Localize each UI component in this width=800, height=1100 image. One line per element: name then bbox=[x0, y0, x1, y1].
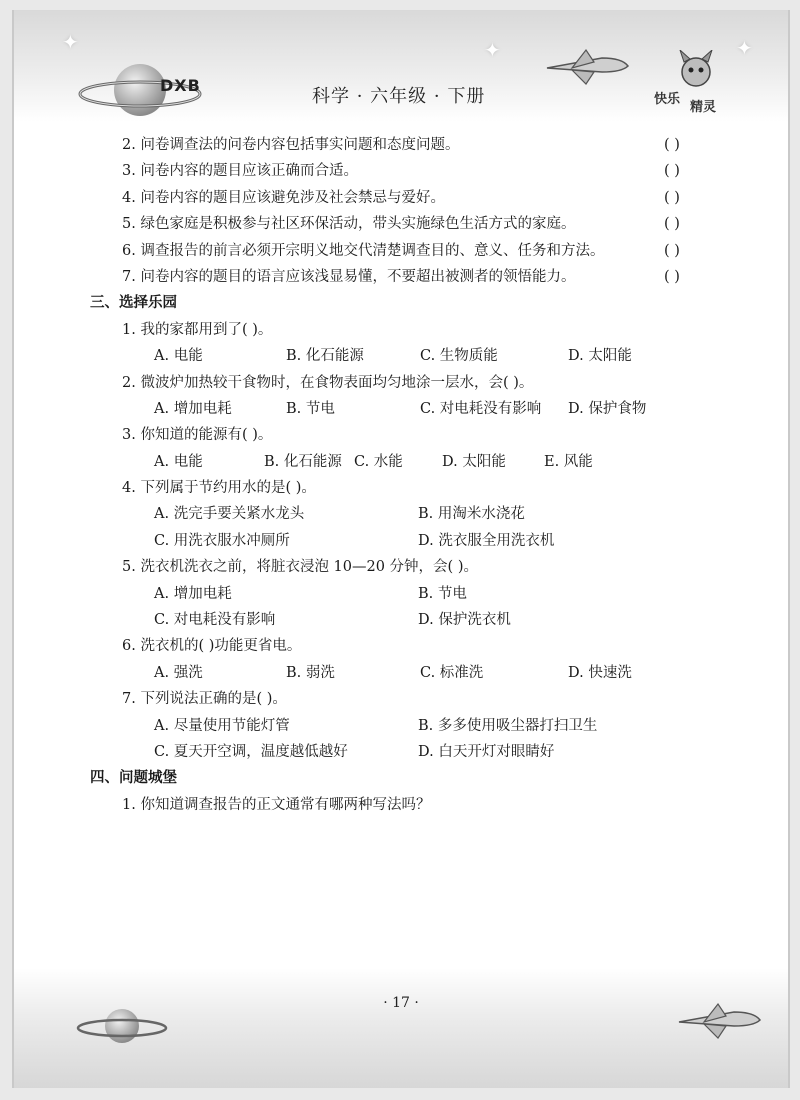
answer-option[interactable]: B. 节电 bbox=[418, 585, 467, 602]
answer-blank[interactable]: ( ) bbox=[664, 216, 680, 233]
option-row bbox=[14, 501, 788, 527]
answer-option[interactable]: A. 尽量使用节能灯管 bbox=[154, 717, 290, 734]
brand-mark: DXB bbox=[160, 76, 201, 95]
answer-option[interactable]: C. 对电耗没有影响 bbox=[420, 400, 542, 417]
option-row bbox=[14, 343, 788, 369]
answer-option[interactable]: C. 对电耗没有影响 bbox=[154, 612, 276, 629]
judge-item bbox=[14, 238, 788, 264]
judge-item-text: 5. 绿色家庭是积极参与社区环保活动，带头实施绿色生活方式的家庭。 bbox=[122, 216, 576, 233]
judge-item-text: 6. 调查报告的前言必须开宗明义地交代清楚调查目的、意义、任务和方法。 bbox=[122, 242, 605, 259]
option-row bbox=[14, 713, 788, 739]
answer-blank[interactable]: ( ) bbox=[664, 242, 680, 259]
option-row bbox=[14, 528, 788, 554]
answer-option[interactable]: E. 风能 bbox=[544, 453, 593, 470]
answer-option[interactable]: C. 夏天开空调，温度越低越好 bbox=[154, 743, 348, 760]
answer-blank[interactable]: ( ) bbox=[664, 163, 680, 180]
sparkle-icon: ✦ bbox=[62, 30, 79, 54]
answer-option[interactable]: A. 强洗 bbox=[154, 664, 203, 681]
open-question-list bbox=[14, 792, 788, 818]
section-4-title: 四、问题城堡 bbox=[90, 770, 177, 787]
judge-item bbox=[14, 211, 788, 237]
answer-option[interactable]: D. 太阳能 bbox=[442, 453, 506, 470]
answer-option[interactable]: B. 弱洗 bbox=[286, 664, 335, 681]
workbook-page bbox=[12, 10, 790, 1088]
answer-blank[interactable]: ( ) bbox=[664, 189, 680, 206]
judge-item bbox=[14, 132, 788, 158]
option-row bbox=[14, 581, 788, 607]
question-stem: 4. 下列属于节约用水的是( )。 bbox=[122, 480, 316, 497]
judge-item bbox=[14, 158, 788, 184]
answer-option[interactable]: A. 洗完手要关紧水龙头 bbox=[154, 506, 305, 523]
question-stem: 7. 下列说法正确的是( )。 bbox=[122, 691, 287, 708]
option-row bbox=[14, 607, 788, 633]
space-shuttle-icon bbox=[674, 1000, 764, 1040]
answer-option[interactable]: B. 用淘米水浇花 bbox=[418, 506, 525, 523]
judge-item-text: 2. 问卷调查法的问卷内容包括事实问题和态度问题。 bbox=[122, 137, 460, 153]
content bbox=[14, 132, 788, 818]
answer-option[interactable]: A. 增加电耗 bbox=[154, 585, 232, 602]
option-row bbox=[14, 449, 788, 475]
answer-option[interactable]: C. 标准洗 bbox=[420, 664, 484, 681]
answer-option[interactable]: B. 化石能源 bbox=[264, 453, 342, 470]
answer-blank[interactable]: ( ) bbox=[664, 268, 680, 285]
logo-text-jingling: 精灵 bbox=[690, 100, 717, 115]
answer-option[interactable]: D. 白天开灯对眼睛好 bbox=[418, 743, 555, 760]
mascot-icon bbox=[666, 50, 726, 90]
sparkle-icon: ✦ bbox=[736, 36, 753, 60]
judge-item-text: 7. 问卷内容的题目的语言应该浅显易懂，不要超出被测者的领悟能力。 bbox=[122, 268, 576, 285]
answer-option[interactable]: A. 电能 bbox=[154, 348, 203, 365]
question-stem: 5. 洗衣机洗衣之前，将脏衣浸泡 10—20 分钟，会( )。 bbox=[122, 559, 478, 576]
answer-option[interactable]: B. 化石能源 bbox=[286, 348, 364, 365]
answer-option[interactable]: C. 用洗衣服水冲厕所 bbox=[154, 532, 290, 549]
page-number: · 17 · bbox=[383, 995, 419, 1011]
answer-option[interactable]: D. 保护食物 bbox=[568, 400, 647, 417]
question-stem: 6. 洗衣机的( )功能更省电。 bbox=[122, 638, 302, 655]
choice-question-list bbox=[14, 317, 788, 766]
open-question: 1. 你知道调查报告的正文通常有哪两种写法吗？ bbox=[122, 796, 431, 813]
answer-option[interactable]: B. 节电 bbox=[286, 400, 335, 417]
section-3-title: 三、选择乐园 bbox=[90, 295, 177, 312]
sparkle-icon: ✦ bbox=[484, 38, 501, 62]
answer-option[interactable]: D. 保护洗衣机 bbox=[418, 612, 511, 629]
answer-option[interactable]: C. 生物质能 bbox=[420, 348, 498, 365]
logo-text-kuaile: 快乐 bbox=[654, 92, 681, 107]
option-row bbox=[14, 739, 788, 765]
answer-option[interactable]: A. 电能 bbox=[154, 453, 203, 470]
answer-option[interactable]: A. 增加电耗 bbox=[154, 400, 232, 417]
judge-item-text: 4. 问卷内容的题目应该避免涉及社会禁忌与爱好。 bbox=[122, 189, 445, 206]
true-false-list bbox=[14, 132, 788, 290]
answer-blank[interactable]: ( ) bbox=[664, 137, 680, 153]
answer-option[interactable]: C. 水能 bbox=[354, 453, 403, 470]
book-title: 科学 · 六年级 · 下册 bbox=[312, 86, 486, 107]
judge-item bbox=[14, 264, 788, 290]
space-shuttle-icon bbox=[542, 46, 632, 86]
answer-option[interactable]: D. 太阳能 bbox=[568, 348, 632, 365]
question-stem: 2. 微波炉加热较干食物时，在食物表面均匀地涂一层水，会( )。 bbox=[122, 374, 534, 391]
judge-item-text: 3. 问卷内容的题目应该正确而合适。 bbox=[122, 163, 358, 180]
answer-option[interactable]: B. 多多使用吸尘器打扫卫生 bbox=[418, 717, 598, 734]
question-stem: 1. 我的家都用到了( )。 bbox=[122, 321, 273, 338]
question-stem: 3. 你知道的能源有( )。 bbox=[122, 427, 273, 444]
answer-option[interactable]: D. 快速洗 bbox=[568, 664, 632, 681]
judge-item bbox=[14, 185, 788, 211]
option-row bbox=[14, 660, 788, 686]
answer-option[interactable]: D. 洗衣服全用洗衣机 bbox=[418, 532, 555, 549]
option-row bbox=[14, 396, 788, 422]
